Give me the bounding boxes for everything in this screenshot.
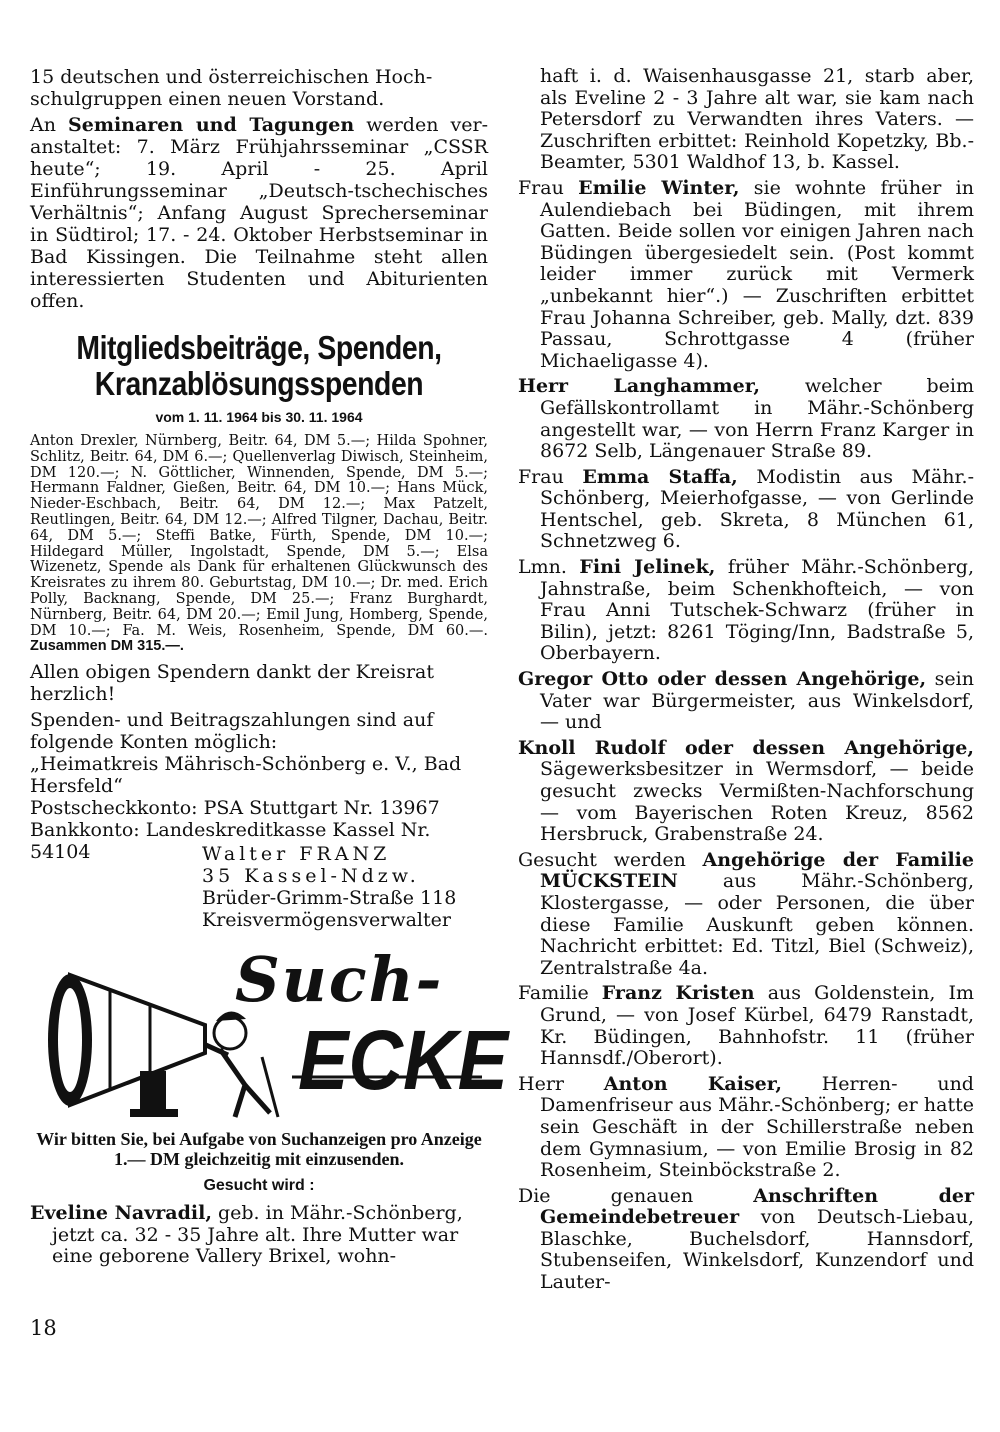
right-column	[518, 66, 974, 1298]
search-entry: Herr Langhammer, welcher beim Gefällskontrollamt in Mähr.-Schönberg angestellt war, — von Herrn Franz Karger in 8672 Selb, Längenauer Straße 89.	[518, 375, 974, 463]
signature-city: 35 Kassel-Ndzw.	[202, 865, 420, 888]
gesucht-heading: Gesucht wird :	[203, 1177, 315, 1195]
seminar-paragraph: An Seminaren und Tagungen werden ver- anstaltet: 7. März Frühjahrsseminar „CSSR heute“; 19. April - 25. April Einführungsseminar „Deutsch-tschechisches Verhältnis“; Anfang August Sprecherseminar in Südtirol; 17. - 24. Oktober Herbstseminar in Bad Kissingen. Die Teilnahme steht allen interessierten Studenten und Abiturienten offen.	[30, 114, 488, 312]
search-entry: Gesucht werden Angehörige der Familie MÜCKSTEIN aus Mähr.-Schönberg, Klostergasse, — oder Personen, die über diese Familie Auskunft geben können. Nachricht erbittet: Ed. Titzl, Biel (Schweiz), Zentralstraße 4a.	[518, 848, 974, 979]
search-entry: Herr Anton Kaiser, Herren- und Damenfriseur aus Mähr.-Schönberg; er hatte sein Geschäft in der Schillerstraße neben dem Gymnasium, — von Emilie Brosig in 82 Rosenheim, Steinböckstraße 2.	[518, 1072, 974, 1182]
signature-role: Kreisvermögensverwalter	[202, 909, 451, 932]
date-range: vom 1. 11. 1964 bis 30. 11. 1964	[155, 409, 363, 425]
signature-street: Brüder-Grimm-Straße 118	[202, 887, 457, 910]
such-ecke-logo	[30, 943, 509, 1123]
intro-text: 15 deutschen und österreichischen Hoch- schulgruppen einen neuen Vorstand.	[30, 66, 433, 110]
account-holder: „Heimatkreis Mährisch-Schönberg e. V., Bad Hersfeld“	[30, 753, 462, 798]
page-number: 18	[30, 1316, 57, 1340]
notice-text: Wir bitten Sie, bei Aufgabe von Suchanzeigen pro Anzeige 1.— DM gleichzeitig mit einzusenden.	[36, 1129, 482, 1170]
search-entry: Familie Franz Kristen aus Goldenstein, Im Grund, — von Josef Kürbel, 6479 Ranstadt, Kr. Büdingen, Bahnhofstr. 11 (früher Hannsdf./Oberort).	[518, 982, 974, 1070]
accounts-intro: Spenden- und Beitragszahlungen sind auf folgende Konten möglich:	[30, 709, 434, 754]
continuation-text: haft i. d. Waisenhausgasse 21, starb aber, als Eveline 2 - 3 Jahre alt war, sie kam nach Petersdorf zu Verwandten ihres Vaters. — Zuschriften erbittet: Reinhold Kopetzky, Bb.-Beamter, 5301 Waldhof 13, b. Kassel.	[540, 65, 974, 174]
donations-list: Anton Drexler, Nürnberg, Beitr. 64, DM 5.—; Hilda Spohner, Schlitz, Beitr. 64, DM 6.—; Quellenverlag Diwisch, Steinheim, DM 120.—; N. Göttlicher, Winnenden, Spende, DM 5.—; Hermann Faldner, Gießen, Beitr. 64, DM 10.—; Hans Mück, Nieder-Eschbach, Beitr. 64, DM 12.—; Max Patzelt, Reutlingen, Beitr. 64, DM 12.—; Alfred Tilgner, Dachau, Beitr. 64, DM 5.—; Steffi Batke, Fürth, Spende, DM 10.—; Hildegard Müller, Ingolstadt, Spende, DM 5.—; Elsa Wizenetz, Spende als Dank für erhaltenen Glückwunsch des Kreisrates zu ihrem 80. Geburtstag, DM 10.—; Dr. med. Erich Polly, Backnang, Spende, DM 25.—; Franz Burghardt, Nürnberg, Beitr. 64, DM 20.—; Emil Jung, Homberg, Spende, DM 10.—; Fa. M. Weis, Rosenheim, Spende, DM 60.—. Zusammen DM 315.—.	[30, 433, 488, 655]
postscheck-account: Postscheckkonto: PSA Stuttgart Nr. 13967	[30, 797, 440, 820]
logo-word-such: Such-	[235, 943, 444, 1017]
bank-number: 54104	[30, 841, 91, 864]
search-entry: Gregor Otto oder dessen Angehörige, sein Vater war Bürgermeister, aus Winkelsdorf, — und	[518, 668, 974, 734]
search-entry: Frau Emma Staffa, Modistin aus Mähr.-Schönberg, Meierhofgasse, — von Gerlinde Hentschel, geb. Skreta, 8 München 61, Schnetzweg 6.	[518, 465, 974, 553]
signature-name: Walter FRANZ	[202, 843, 391, 866]
thanks-text: Allen obigen Spendern dankt der Kreisrat herzlich!	[30, 661, 435, 706]
bank-account: Bankkonto: Landeskreditkasse Kassel Nr.	[30, 819, 431, 842]
search-entry: Die genauen Anschriften der Gemeindebetreuer von Deutsch-Liebau, Blaschke, Buchelsdorf, Hannsdorf, Stubenseifen, Winkelsdorf, Kunzendorf und Lauter-	[518, 1184, 974, 1294]
headline-line-1: Mitgliedsbeiträge, Spenden,	[76, 329, 442, 366]
search-entry: Frau Emilie Winter, sie wohnte früher in Aulendiebach bei Büdingen, mit ihrem Gatten. Beide sollen vor einigen Jahren nach Büdingen übergesiedelt sein. (Post kommt leider immer zurück mit Vermerk „unbekannt hier“.) — Zuschriften erbittet Frau Johanna Schreiber, geb. Mally, dzt. 839 Passau, Schrottgasse 4 (früher Michaeligasse 4).	[518, 176, 974, 372]
left-column	[30, 66, 509, 1272]
search-entry: Knoll Rudolf oder dessen Angehörige, Sägewerksbesitzer in Wermsdorf, — beide gesucht zwecks Vermißten-Nachforschung — vom Bayerischen Roten Kreuz, 8562 Hersbruck, Grabenstraße 24.	[518, 736, 974, 846]
search-entry: Lmn. Fini Jelinek, früher Mähr.-Schönberg, Jahnstraße, beim Schenkhofteich, — von Frau Anni Tutschek-Schwarz (früher in Bilin), jetzt: 8261 Töging/Inn, Badstraße 5, Oberbayern.	[518, 556, 974, 665]
signature-block	[202, 843, 488, 931]
logo-word-ecke: ECKE	[298, 1013, 509, 1108]
search-entry: Eveline Navradil, geb. in Mähr.-Schönberg, jetzt ca. 32 - 35 Jahre alt. Ihre Mutter war eine geborene Vallery Brixel, wohn-	[30, 1202, 463, 1268]
headline-line-2: Kranzablösungsspenden	[94, 365, 424, 402]
